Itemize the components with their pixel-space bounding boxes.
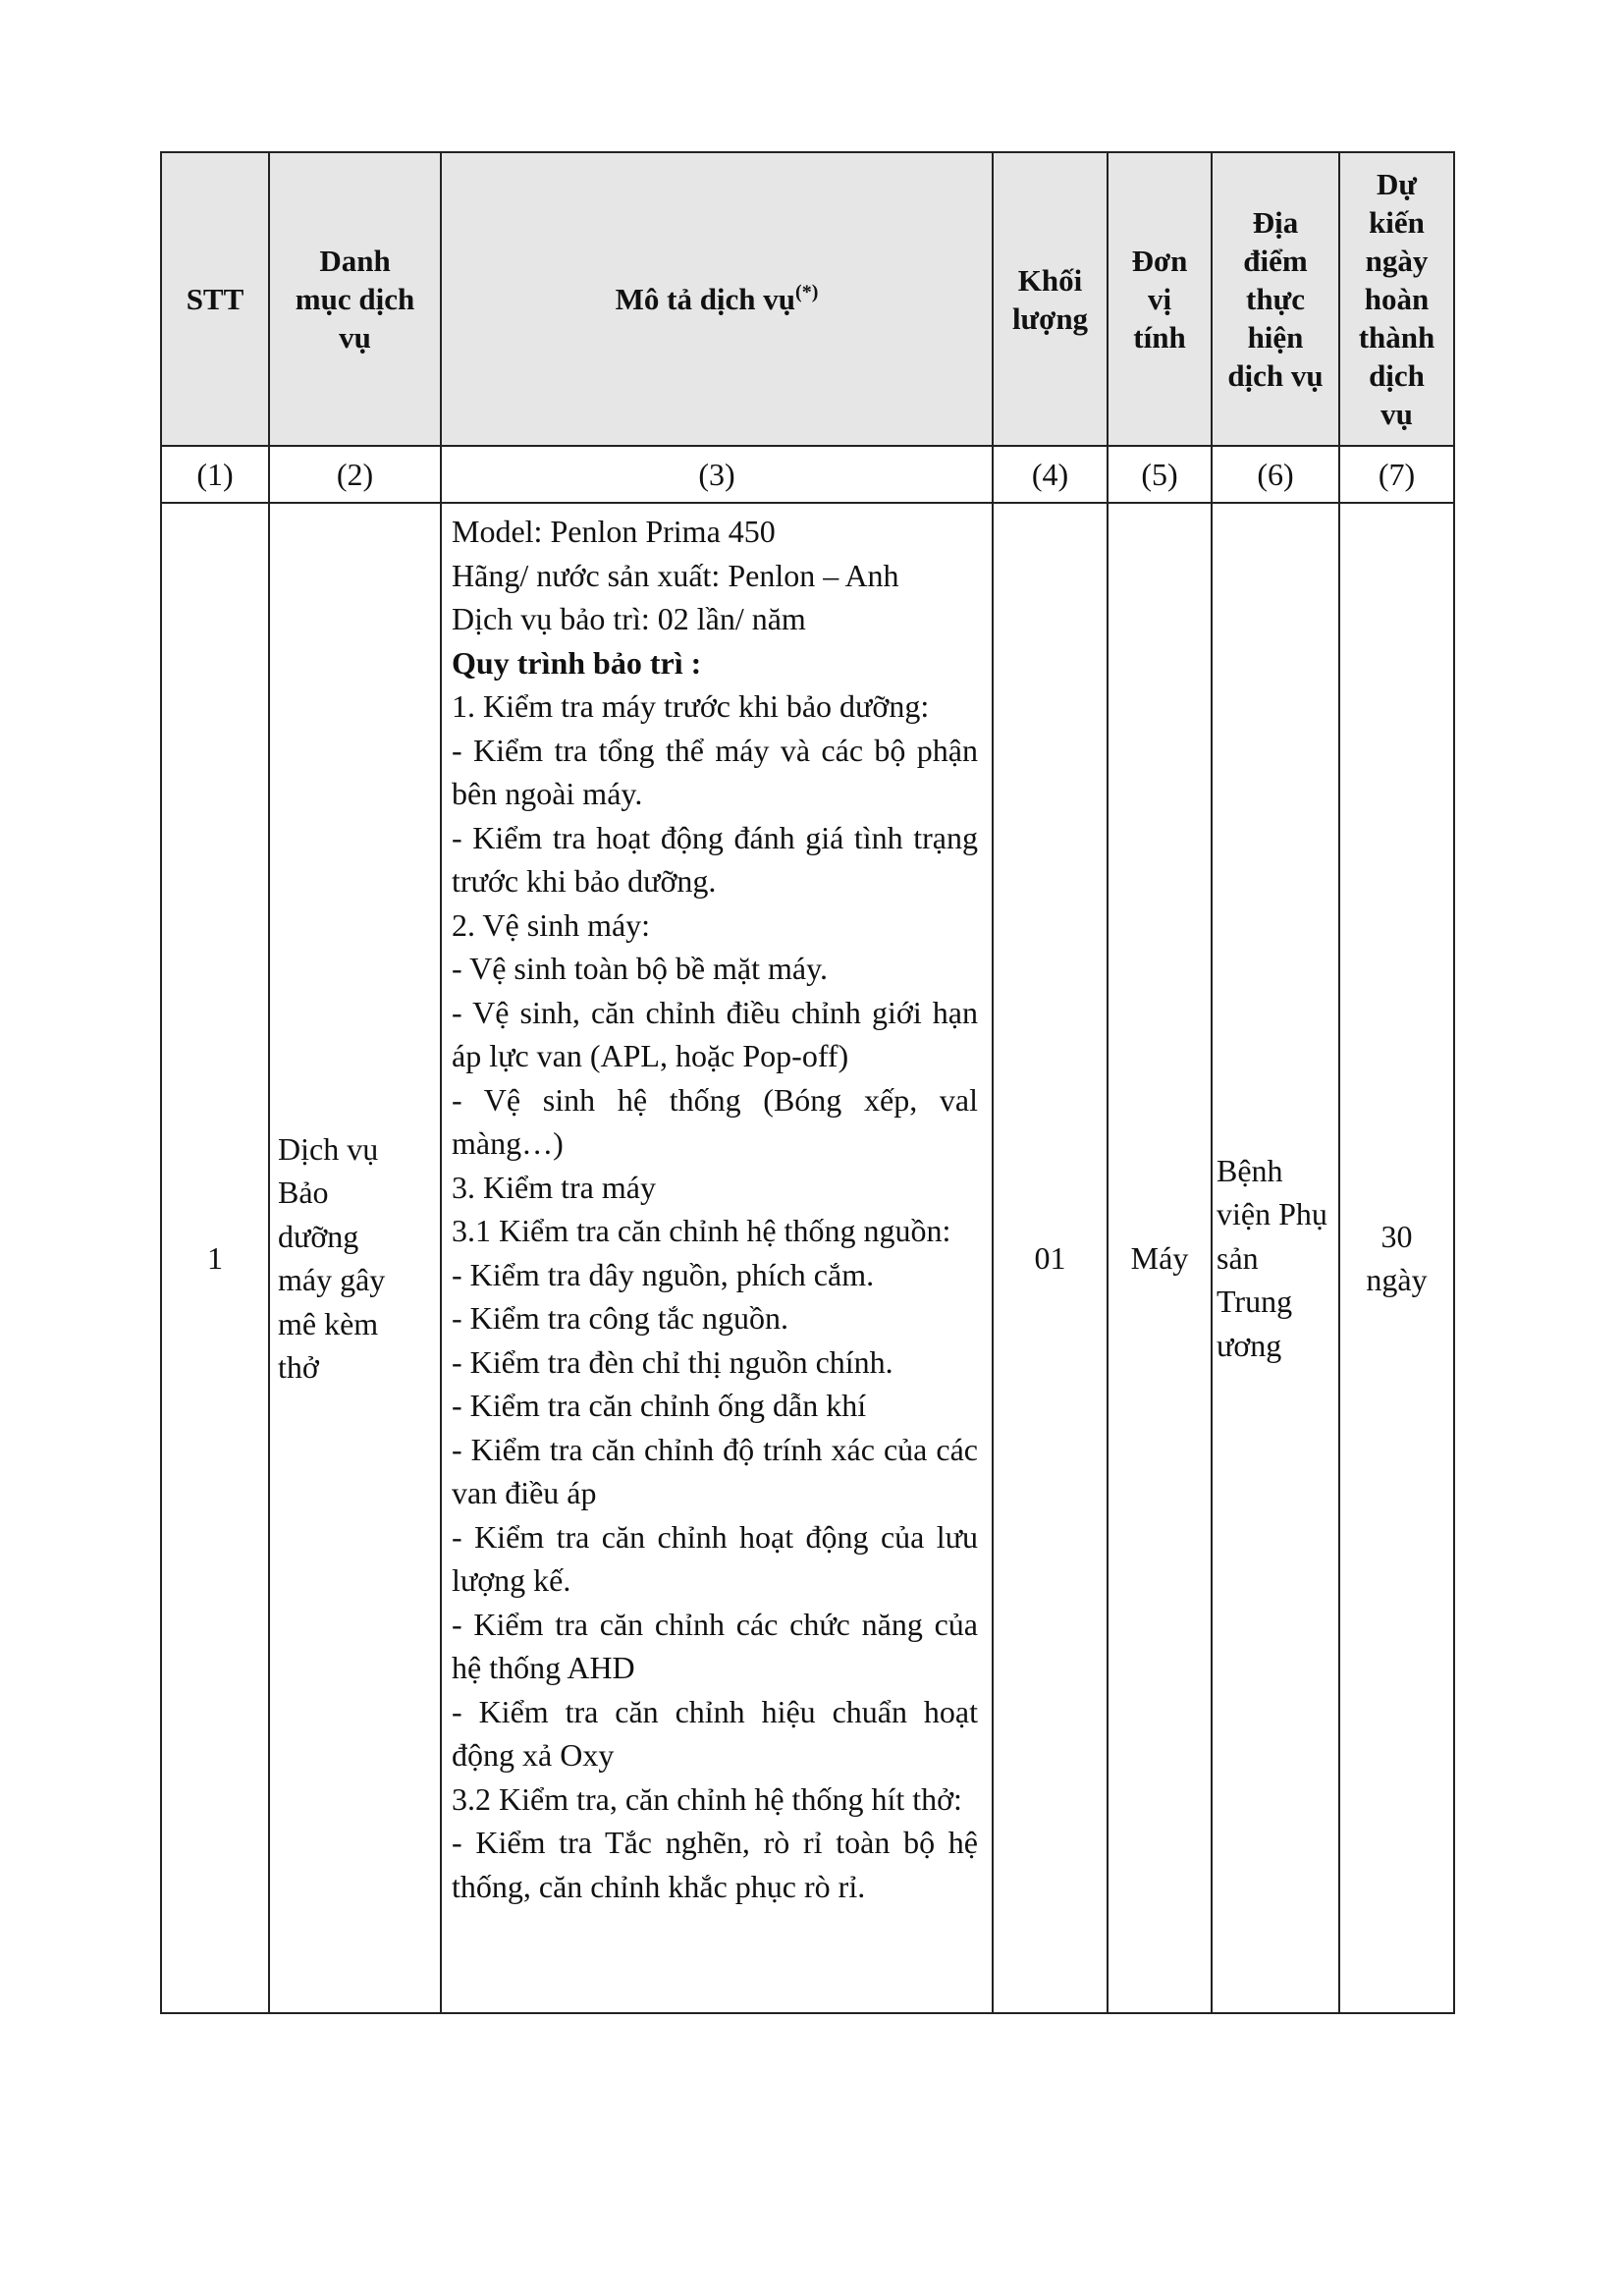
description-line: - Kiểm tra căn chỉnh hiệu chuẩn hoạt động xả Oxy [452,1693,978,1773]
service-name-line: mê kèm [278,1305,379,1341]
column-number: (5) [1108,446,1212,503]
description-line: - Kiểm tra đèn chỉ thị nguồn chính. [452,1343,893,1380]
header-text: thành [1358,320,1435,355]
service-name-line: thở [278,1349,319,1385]
header-text: STT [186,282,244,316]
description-line: Model: Penlon Prima 450 [452,514,776,549]
header-text: hiện [1247,320,1304,355]
table-row [161,503,1454,2013]
service-name-line: Dịch vụ [278,1130,379,1167]
header-text: Dự [1377,167,1417,201]
quantity-cell: 01 [993,503,1108,2013]
stt-cell: 1 [161,503,269,2013]
location-line: ương [1217,1327,1282,1363]
header-text: thực [1246,282,1305,316]
description-cell [441,503,993,2013]
description-line: - Kiểm tra tổng thể máy và các bộ phận bên ngoài máy. [452,732,978,811]
header-text: Đơn [1131,244,1188,278]
unit-cell: Máy [1108,503,1212,2013]
header-text: Địa [1252,205,1299,240]
header-text: Khối [1017,262,1083,298]
location-cell [1212,503,1339,2013]
description-line: - Kiểm tra Tắc nghẽn, rò rỉ toàn bộ hệ thống, căn chỉnh khắc phục rò rỉ. [452,1825,978,1904]
column-number: (2) [269,446,441,503]
description-line: 3. Kiểm tra máy [452,1169,656,1205]
header-row [161,152,1454,446]
location-line: viện Phụ [1217,1196,1327,1232]
description-line: - Kiểm tra căn chỉnh các chức năng của hệ thống AHD [452,1606,978,1685]
column-header-5 [1108,152,1212,446]
header-text: lượng [1011,301,1089,336]
description-line: - Kiểm tra căn chỉnh hoạt động của lưu lượng kế. [452,1518,978,1598]
footnote-marker: (*) [795,281,819,303]
service-name-cell [269,503,441,2013]
header-text: ngày [1365,244,1429,278]
service-name-line: máy gây [278,1262,386,1297]
service-table [160,151,1455,2014]
description-line: - Kiểm tra công tắc nguồn. [452,1300,788,1336]
description-line: - Vệ sinh toàn bộ bề mặt máy. [452,951,829,986]
description-line: - Vệ sinh hệ thống (Bóng xếp, val màng…) [452,1081,978,1161]
header-text: dịch vụ [1227,358,1324,393]
description-line: - Kiểm tra dây nguồn, phích cắm. [452,1256,875,1292]
description-line: Quy trình bảo trì : [452,644,702,681]
header-text: Danh [319,244,391,278]
column-number: (7) [1339,446,1454,503]
header-text: điểm [1243,244,1308,278]
header-text: hoàn [1364,282,1430,316]
header-text: vụ [1380,397,1413,431]
description-line: - Kiểm tra căn chỉnh ống dẫn khí [452,1388,867,1423]
column-header-4 [993,152,1108,446]
completion-cell [1339,503,1454,2013]
header-text: vị [1147,282,1172,316]
description-line: 2. Vệ sinh máy: [452,906,651,943]
column-number: (1) [161,446,269,503]
header-text: Mô tả dịch vụ [615,282,796,316]
column-header-6 [1212,152,1339,446]
header-text: vụ [339,320,371,355]
location-line: sản [1217,1239,1259,1276]
description-line: 3.2 Kiểm tra, căn chỉnh hệ thống hít thở: [452,1780,962,1817]
service-name-line: dưỡng [278,1218,359,1254]
column-header-7 [1339,152,1454,446]
column-number: (6) [1212,446,1339,503]
completion-line: ngày [1366,1262,1428,1297]
column-header-1 [161,152,269,446]
description-line: - Kiểm tra hoạt động đánh giá tình trạng trước khi bảo dưỡng. [452,819,978,899]
column-number-row [161,446,1454,503]
column-number: (4) [993,446,1108,503]
column-header-2 [269,152,441,446]
description-line: - Vệ sinh, căn chỉnh điều chỉnh giới hạn áp lực van (APL, hoặc Pop-off) [452,994,978,1073]
description-line: 1. Kiểm tra máy trước khi bảo dưỡng: [452,688,930,724]
completion-line: 30 [1380,1218,1413,1254]
service-name-line: Bảo [278,1175,329,1210]
header-text: dịch [1369,358,1425,393]
column-number: (3) [441,446,993,503]
location-line: Trung [1217,1284,1293,1320]
header-text: mục dịch [295,282,415,316]
header-text: tính [1133,320,1186,355]
location-line: Bệnh [1217,1152,1283,1188]
description-line: Dịch vụ bảo trì: 02 lần/ năm [452,601,806,636]
description-line: 3.1 Kiểm tra căn chỉnh hệ thống nguồn: [452,1213,951,1248]
description-line: - Kiểm tra căn chỉnh độ trính xác của các van điều áp [452,1431,978,1510]
column-header-3 [441,152,993,446]
description-line: Hãng/ nước sản xuất: Penlon – Anh [452,557,899,593]
header-text: kiến [1369,205,1425,240]
